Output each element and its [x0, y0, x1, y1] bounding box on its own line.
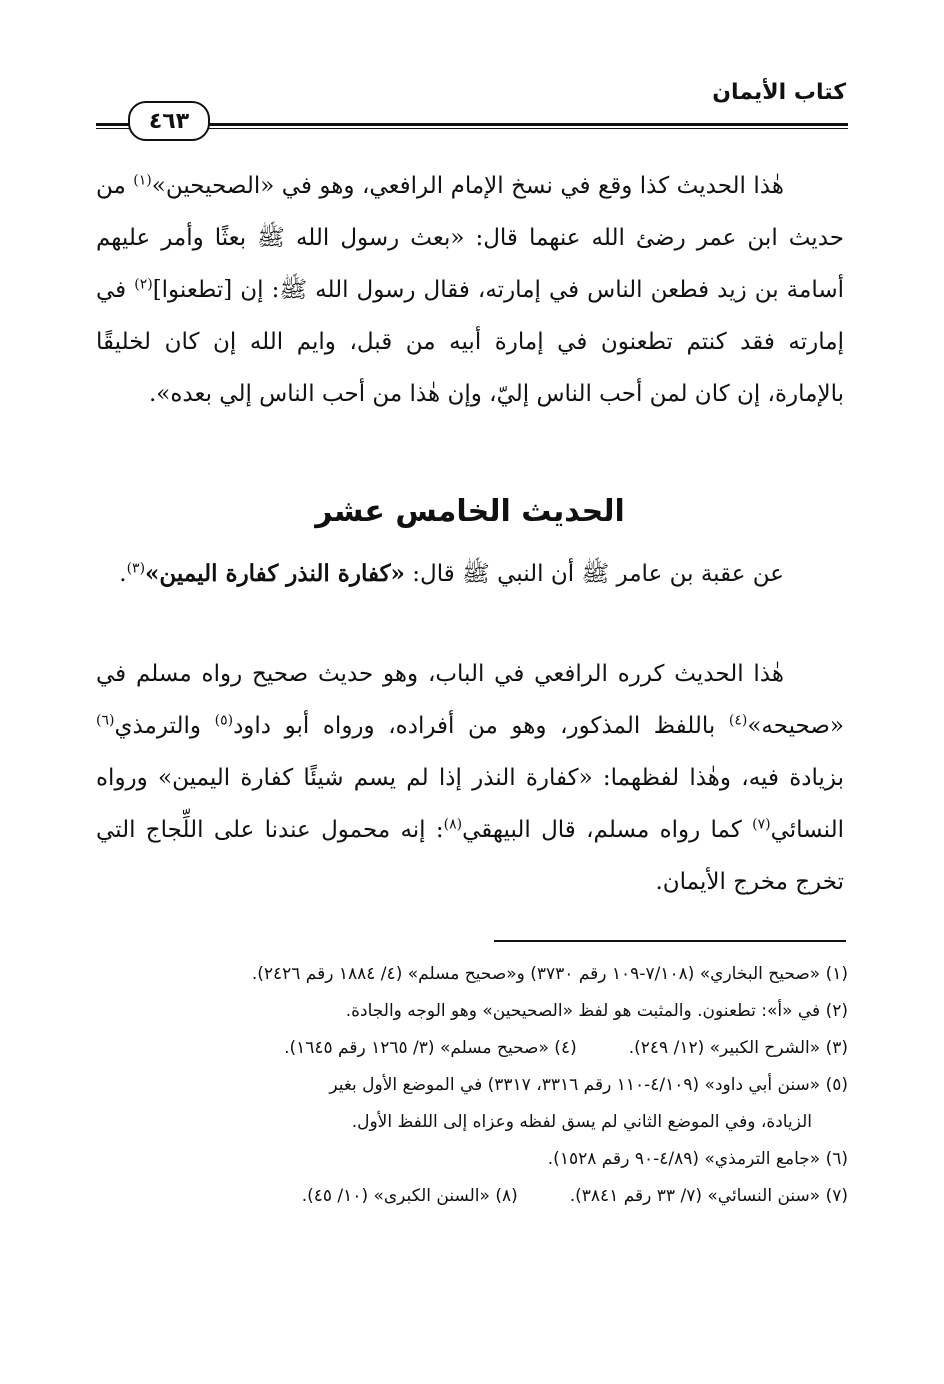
- footnote-ref-5: (٥): [214, 712, 234, 729]
- paragraph-text: هٰذا الحديث كذا وقع في نسخ الإمام الرافعي، وهو في «الصحيحين»: [151, 173, 784, 199]
- footnote-2: (٢) في «أ»: تطعنون. والمثبت هو لفظ «الصحيحين» وهو الوجه والجادة.: [345, 1001, 848, 1021]
- paragraph-text: : إنه محمول عندنا على اللِّجاج التي تخرج مخرج الأيمان.: [96, 817, 844, 895]
- footnote-4: (٤) «صحيح مسلم» (٣/ ١٢٦٥ رقم ١٦٤٥).: [284, 1038, 577, 1058]
- paragraph-text: من حديث ابن عمر رضئ الله عنهما قال: «بعث رسول الله ﷺ بعثًا وأمر عليهم أسامة بن زيد فطعن الناس في إمارته، فقال رسول الله ﷺ: إن [تطعنوا]: [96, 173, 845, 303]
- section-heading: الحديث الخامس عشر: [315, 494, 625, 529]
- paragraph-text: عن عقبة بن عامر ﷺ أن النبي ﷺ قال:: [404, 561, 784, 587]
- paragraph-text: كما رواه مسلم، قال البيهقي: [462, 817, 753, 843]
- footnote-3: (٣) «الشرح الكبير» (١٢/ ٢٤٩).: [628, 1038, 848, 1058]
- footnote-5-line-2: الزيادة، وفي الموضع الثاني لم يسق لفظه وعزاه إلى اللفظ الأول.: [351, 1112, 812, 1132]
- paragraph-text: هٰذا الحديث كرره الرافعي في الباب، وهو حديث صحيح رواه مسلم في «صحيحه»: [96, 661, 844, 739]
- footnote-ref-7: (٧): [752, 816, 771, 833]
- footnote-8: (٨) «السنن الكبرى» (١٠/ ٤٥).: [301, 1186, 518, 1206]
- footnote-ref-6: (٦): [96, 712, 115, 729]
- footnote-6: (٦) «جامع الترمذي» (٤/٨٩-٩٠ رقم ١٥٢٨).: [547, 1149, 848, 1169]
- footnote-1: (١) «صحيح البخاري» (٧/١٠٨-١٠٩ رقم ٣٧٣٠) و«صحيح مسلم» (٤/ ١٨٨٤ رقم ٢٤٢٦).: [251, 964, 848, 984]
- paragraph-text: باللفظ المذكور، وهو من أفراده، ورواه أبو داود: [233, 713, 729, 739]
- footnotes: [96, 956, 848, 1215]
- footnote-7: (٧) «سنن النسائي» (٧/ ٣٣ رقم ٣٨٤١).: [569, 1186, 848, 1206]
- running-header-title: كتاب الأيمان: [712, 80, 846, 105]
- footnote-7-8: [96, 1178, 848, 1215]
- paragraph-hadith-14-commentary: [96, 160, 844, 420]
- paragraph-text: في إمارته فقد كنتم تطعنون في إمارة أبيه من قبل، وايم الله إن كان لخليقًا بالإمارة، إن كان لمن أحب الناس إليّ، وإن هٰذا من أحب الناس إلي بعده».: [96, 277, 844, 407]
- paragraph-hadith-15: [96, 548, 844, 600]
- paragraph-text: بزيادة فيه، وهٰذا لفظهما: «كفارة النذر إذا لم يسم شيئًا كفارة اليمين» ورواه النسائي: [96, 765, 845, 843]
- footnote-ref-3: (٣): [126, 560, 146, 577]
- paragraph-text: والترمذي: [114, 713, 215, 739]
- footnote-separator: [494, 940, 846, 942]
- footnote-5-continued: [96, 1104, 848, 1141]
- paragraph-text: .: [119, 561, 127, 587]
- paragraph-hadith-15-commentary: [96, 648, 844, 908]
- footnote-ref-4: (٤): [728, 712, 748, 729]
- footnote-ref-2: (٢): [134, 276, 153, 293]
- footnote-3-4: [96, 1030, 848, 1067]
- footnote-5: (٥) «سنن أبي داود» (٤/١٠٩-١١٠ رقم ٣٣١٦، ٣٣١٧) في الموضع الأول بغير: [329, 1075, 848, 1095]
- footnote-ref-1: (١): [133, 172, 152, 189]
- page-number-badge: ٤٦٣: [128, 101, 210, 141]
- footnote-ref-8: (٨): [443, 816, 463, 833]
- hadith-quote: «كفارة النذر كفارة اليمين»: [145, 560, 405, 587]
